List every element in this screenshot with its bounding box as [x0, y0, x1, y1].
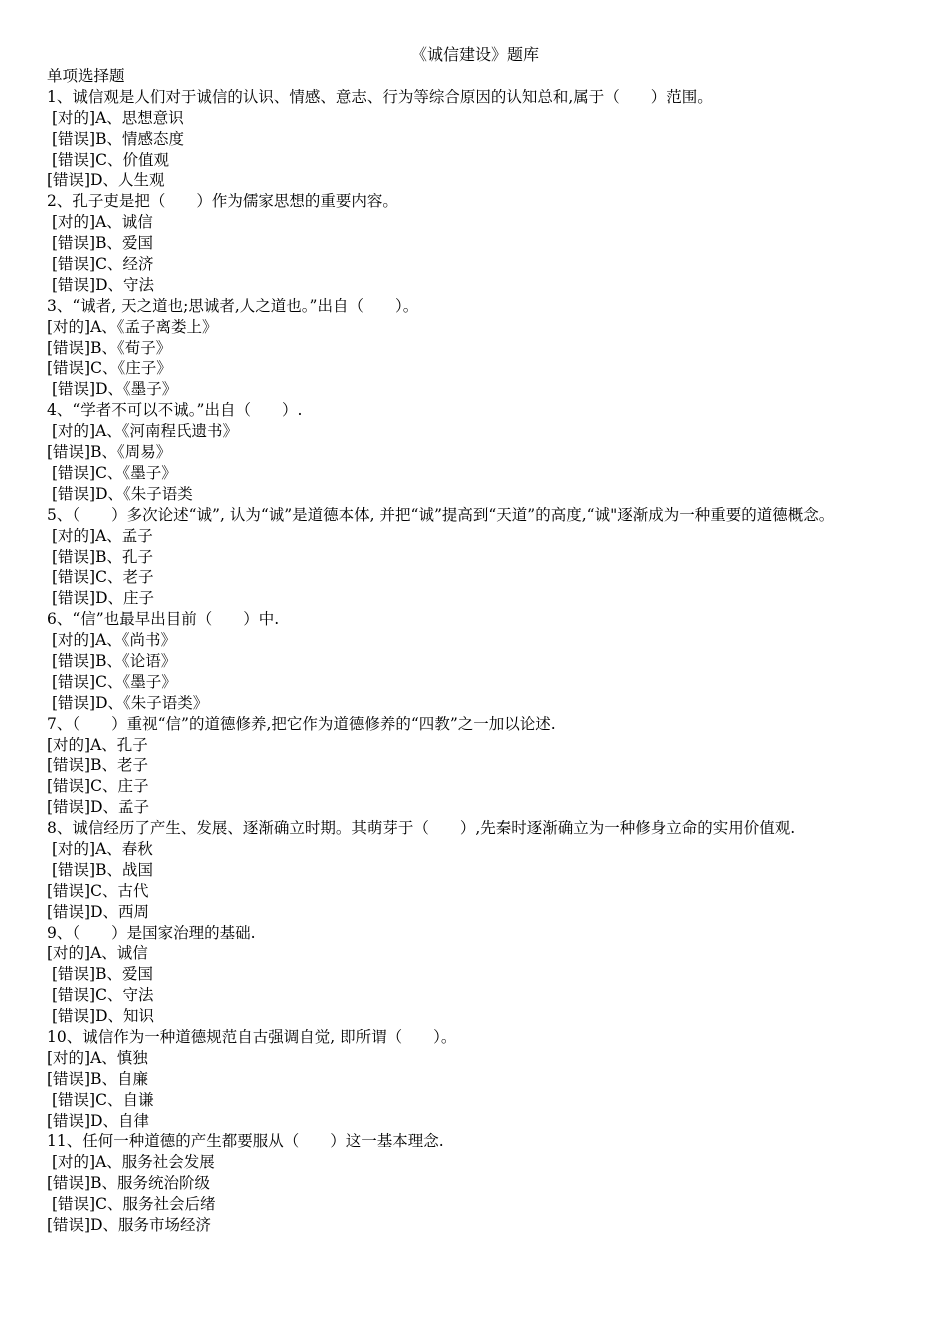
answer-option: [错误]C、守法 — [52, 986, 154, 1005]
question-stem: 3、“诚者, 天之道也;思诚者,人之道也。”出自（ ）。 — [47, 296, 419, 315]
answer-option: [错误]C、古代 — [47, 881, 149, 900]
answer-option: [错误]C、庄子 — [47, 777, 149, 796]
question-stem: 1、诚信观是人们对于诚信的认识、情感、意志、行为等综合原因的认知总和,属于（ ）范围。 — [47, 87, 713, 106]
question-stem: 5、（ ）多次论述“诚”, 认为“诚”是道德本体, 并把“诚”提高到“天道”的高度,“诚"逐渐成为一种重要的道德概念。 — [47, 505, 835, 524]
answer-option: [错误]B、孔子 — [52, 547, 153, 566]
answer-option: [错误]D、《朱子语类》 — [52, 693, 209, 712]
answer-option: [错误]C、自谦 — [52, 1090, 154, 1109]
answer-option: [错误]C、《墨子》 — [52, 672, 177, 691]
answer-option: [错误]C、经济 — [52, 255, 154, 274]
answer-option: [错误]D、孟子 — [47, 798, 150, 817]
question-bank — [47, 66, 907, 1236]
question-stem: 2、孔子吏是把（ ）作为儒家思想的重要内容。 — [47, 192, 398, 211]
answer-option: [错误]D、《墨子》 — [52, 380, 178, 399]
question-stem: 7、（ ）重视“信”的道德修养,把它作为道德修养的“四教”之一加以论述. — [47, 714, 556, 733]
answer-option: [对的]A、思想意识 — [52, 108, 184, 127]
answer-option: [错误]D、守法 — [52, 275, 155, 294]
answer-option: [错误]D、服务市场经济 — [47, 1216, 212, 1235]
answer-option: [错误]D、自律 — [47, 1111, 150, 1130]
question-stem: 4、“学者不可以不诚。”出自（ ）. — [47, 401, 303, 420]
answer-option: [错误]B、《论语》 — [52, 651, 177, 670]
answer-option: [对的]A、春秋 — [52, 839, 153, 858]
answer-option: [错误]D、知识 — [52, 1007, 155, 1026]
answer-option: [错误]D、人生观 — [47, 171, 165, 190]
answer-option: [对的]A、《尚书》 — [52, 631, 177, 650]
answer-option: [错误]D、《朱子语类 — [52, 484, 193, 503]
question-stem: 10、诚信作为一种道德规范自古强调自觉, 即所谓（ ）。 — [47, 1028, 457, 1046]
question-stem: 9、（ ）是国家治理的基础. — [47, 923, 256, 942]
answer-option: [错误]B、自廉 — [47, 1069, 148, 1088]
answer-option: [错误]B、情感态度 — [52, 129, 184, 148]
question-stem: 8、诚信经历了产生、发展、逐渐确立时期。其萌芽于（ ）,先秦时逐渐确立为一种修身立命的实用价值观. — [47, 819, 796, 838]
answer-option: [对的]A、服务社会发展 — [52, 1153, 215, 1172]
section-heading: 单项选择题 — [47, 67, 125, 85]
question-stem: 11、任何一种道德的产生都要服从（ ）这一基本理念. — [47, 1132, 444, 1151]
answer-option: [错误]C、老子 — [52, 568, 154, 587]
question-stem: 6、“信”也最早出目前（ ）中. — [47, 610, 280, 629]
answer-option: [对的]A、诚信 — [52, 213, 153, 232]
answer-option: [错误]B、爱国 — [52, 234, 153, 253]
document-title: 《诚信建设》题库 — [410, 45, 539, 64]
answer-option: [错误]B、老子 — [47, 756, 148, 775]
answer-option: [对的]A、孟子 — [52, 526, 153, 545]
answer-option: [错误]B、爱国 — [52, 965, 153, 984]
answer-option: [对的]A、《孟子离娄上》 — [47, 317, 218, 336]
answer-option: [错误]C、价值观 — [52, 150, 169, 169]
answer-option: [错误]D、西周 — [47, 902, 150, 921]
answer-option: [错误]C、服务社会后绪 — [52, 1195, 216, 1214]
answer-option: [错误]C、《庄子》 — [47, 359, 172, 378]
answer-option: [对的]A、诚信 — [47, 944, 148, 963]
answer-option: [错误]D、庄子 — [52, 589, 155, 608]
answer-option: [错误]B、《荀子》 — [47, 338, 172, 357]
answer-option: [对的]A、孔子 — [47, 735, 148, 754]
answer-option: [对的]A、慎独 — [47, 1048, 148, 1067]
answer-option: [错误]B、服务统治阶级 — [47, 1174, 210, 1193]
answer-option: [错误]C、《墨子》 — [52, 463, 177, 482]
answer-option: [错误]B、《周易》 — [47, 443, 172, 462]
answer-option: [错误]B、战国 — [52, 860, 153, 879]
answer-option: [对的]A、《河南程氏遗书》 — [52, 422, 239, 441]
